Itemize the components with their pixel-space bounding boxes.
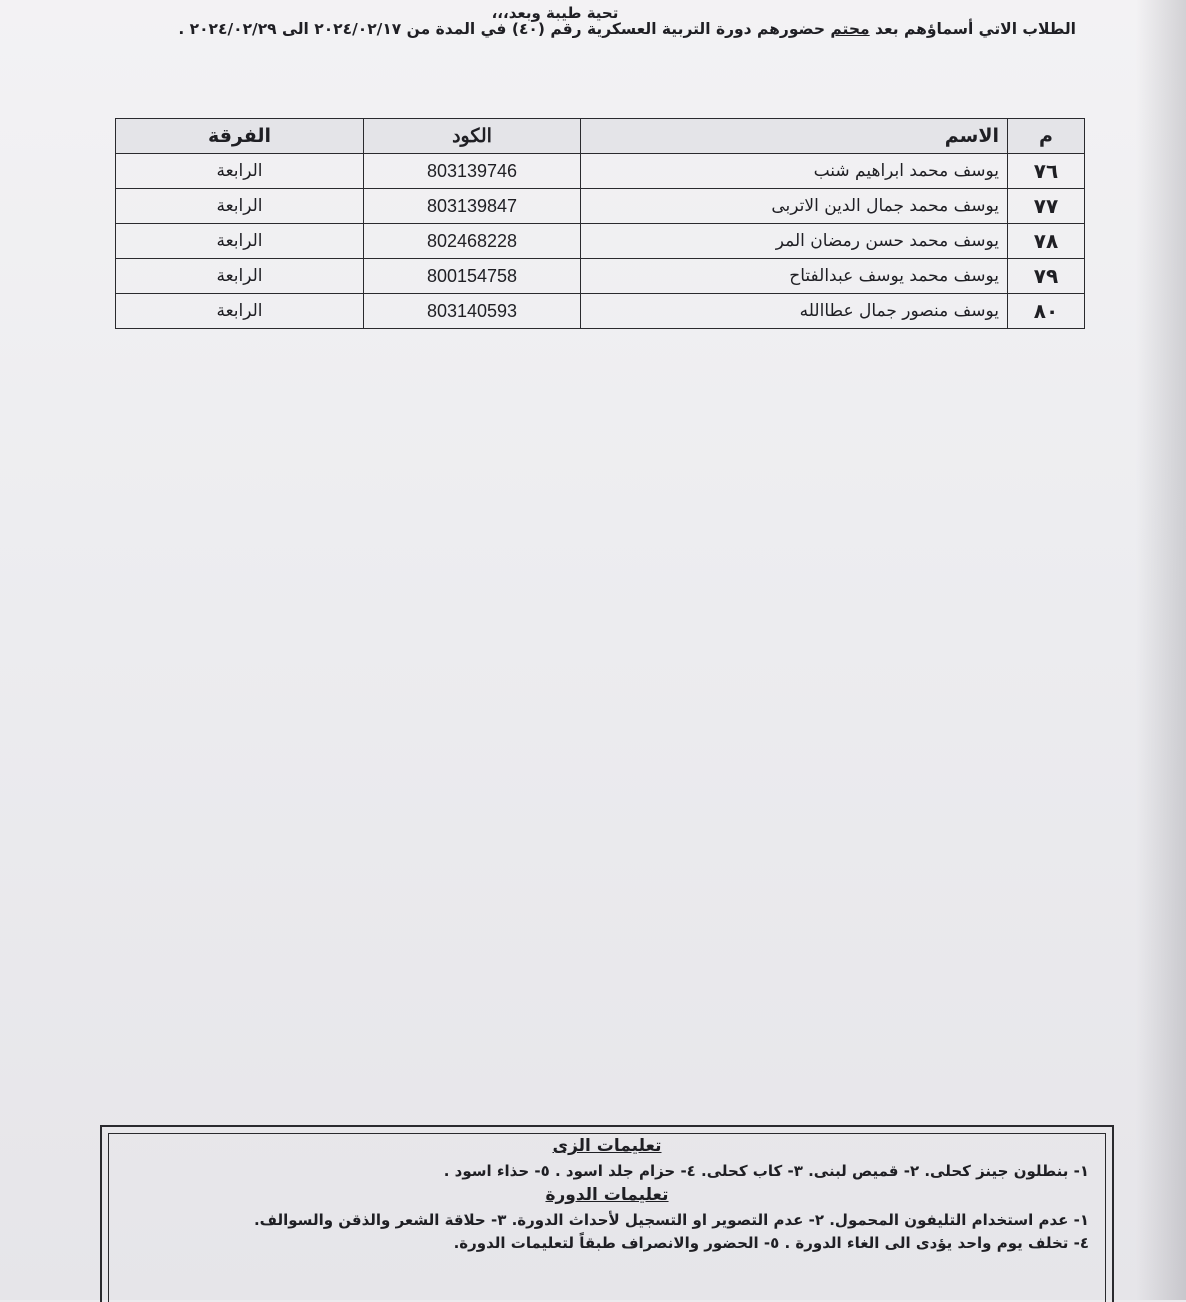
table-row: [116, 189, 1085, 224]
header-num: م: [1008, 119, 1085, 154]
row-name: يوسف محمد جمال الدين الاتربى: [581, 189, 1008, 224]
row-code: 802468228: [364, 224, 581, 259]
instructions-inner-frame: [108, 1133, 1106, 1302]
row-code: 803140593: [364, 294, 581, 329]
table-row: [116, 294, 1085, 329]
row-dept: الرابعة: [116, 154, 364, 189]
page-shadow: [1136, 0, 1186, 1300]
row-code: 803139746: [364, 154, 581, 189]
table-row: [116, 224, 1085, 259]
intro-underlined: محتم: [830, 20, 870, 38]
row-num: ٨٠: [1008, 294, 1085, 329]
header-dept: الفرقة: [116, 119, 364, 154]
uniform-instructions-line: ١- بنطلون جينز كحلى. ٢- قميص لبنى. ٣- كاب كحلى. ٤- حزام جلد اسود . ٥- حذاء اسود .: [443, 1162, 1089, 1180]
row-dept: الرابعة: [116, 189, 364, 224]
header-code: الكود: [364, 119, 581, 154]
greeting: تحية طيبة وبعد،،،: [491, 4, 619, 22]
row-name: يوسف منصور جمال عطاالله: [581, 294, 1008, 329]
table-row: [116, 154, 1085, 189]
intro-part2: حضورهم دورة التربية العسكرية رقم (٤٠) في المدة من ٢٠٢٤/٠٢/١٧ الى ٢٠٢٤/٠٢/٢٩ .: [178, 20, 831, 38]
uniform-instructions-title: تعليمات الزى: [552, 1136, 662, 1156]
row-name: يوسف محمد ابراهيم شنب: [581, 154, 1008, 189]
intro-text: [66, 16, 1076, 42]
row-dept: الرابعة: [116, 224, 364, 259]
table-row: [116, 259, 1085, 294]
students-table: [115, 118, 1085, 329]
row-name: يوسف محمد يوسف عبدالفتاح: [581, 259, 1008, 294]
row-num: ٧٨: [1008, 224, 1085, 259]
table-header-row: [116, 119, 1085, 154]
row-num: ٧٧: [1008, 189, 1085, 224]
row-num: ٧٦: [1008, 154, 1085, 189]
intro-part1: الطلاب الاتي أسماؤهم بعد: [869, 20, 1076, 38]
instructions-box: [100, 1125, 1114, 1302]
row-name: يوسف محمد حسن رمضان المر: [581, 224, 1008, 259]
header-name: الاسم: [581, 119, 1008, 154]
row-dept: الرابعة: [116, 259, 364, 294]
row-code: 800154758: [364, 259, 581, 294]
row-code: 803139847: [364, 189, 581, 224]
row-dept: الرابعة: [116, 294, 364, 329]
course-instructions-line: ١- عدم استخدام التليفون المحمول. ٢- عدم التصوير او التسجيل لأحداث الدورة. ٣- حلاقة الشعر والذقن والسوالف.: [253, 1211, 1089, 1229]
course-instructions-line: ٤- تخلف يوم واحد يؤدى الى الغاء الدورة . ٥- الحضور والانصراف طبقاً لتعليمات الدورة.: [453, 1234, 1089, 1252]
course-instructions-title: تعليمات الدورة: [545, 1185, 669, 1205]
row-num: ٧٩: [1008, 259, 1085, 294]
